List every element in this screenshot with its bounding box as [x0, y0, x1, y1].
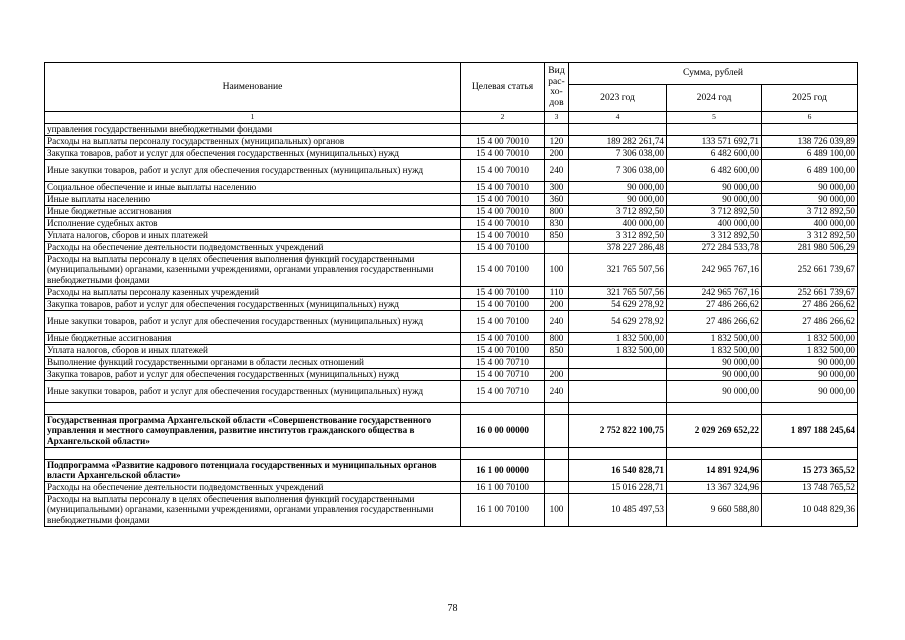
row-name: Расходы на выплаты персоналу казенных учреждений — [45, 286, 461, 298]
row-expense-type: 120 — [545, 135, 569, 147]
row-sum-2023: 54 629 278,92 — [569, 310, 667, 332]
table-row — [45, 481, 858, 493]
row-target-article: 15 4 00 70010 — [461, 205, 545, 217]
header-year-2024: 2024 год — [667, 85, 762, 112]
row-target-article: 15 4 00 70710 — [461, 380, 545, 402]
row-sum-2023: 7 306 038,00 — [569, 159, 667, 181]
row-sum-2025: 13 748 765,52 — [762, 481, 858, 493]
row-expense-type: 110 — [545, 286, 569, 298]
row-sum-2023: 90 000,00 — [569, 181, 667, 193]
row-expense-type: 850 — [545, 344, 569, 356]
spacer-row — [45, 447, 858, 459]
subprogram-row — [45, 459, 858, 481]
row-target-article: 15 4 00 70100 — [461, 344, 545, 356]
row-expense-type: 240 — [545, 380, 569, 402]
row-expense-type: 800 — [545, 332, 569, 344]
header-name: Наименование — [45, 63, 461, 112]
row-sum-2024: 9 660 588,80 — [667, 493, 762, 526]
row-sum-2025 — [762, 123, 858, 135]
table-row — [45, 123, 858, 135]
row-sum-2025: 90 000,00 — [762, 356, 858, 368]
row-sum-2025: 1 832 500,00 — [762, 344, 858, 356]
row-name: Подпрограмма «Развитие кадрового потенциала государственных и муниципальных органов власти Архангельской области» — [45, 459, 461, 481]
row-target-article: 16 1 00 70100 — [461, 493, 545, 526]
row-target-article: 15 4 00 70710 — [461, 368, 545, 380]
row-sum-2025: 6 489 100,00 — [762, 159, 858, 181]
table-row — [45, 241, 858, 253]
row-sum-2025: 3 712 892,50 — [762, 205, 858, 217]
page-number: 78 — [447, 603, 458, 614]
row-expense-type: 300 — [545, 181, 569, 193]
budget-table — [44, 62, 858, 527]
row-sum-2024: 1 832 500,00 — [667, 332, 762, 344]
table-row — [45, 368, 858, 380]
header-year-2025: 2025 год — [762, 85, 858, 112]
row-sum-2023 — [569, 356, 667, 368]
row-sum-2023: 2 752 822 100,75 — [569, 414, 667, 447]
row-name: Исполнение судебных актов — [45, 217, 461, 229]
row-target-article: 16 1 00 00000 — [461, 459, 545, 481]
row-expense-type: 100 — [545, 253, 569, 286]
table-row — [45, 344, 858, 356]
table-row — [45, 310, 858, 332]
table-row — [45, 205, 858, 217]
row-name: Расходы на обеспечение деятельности подведомственных учреждений — [45, 241, 461, 253]
row-name: управления государственными внебюджетными фондами — [45, 123, 461, 135]
row-sum-2023: 400 000,00 — [569, 217, 667, 229]
row-target-article: 15 4 00 70010 — [461, 229, 545, 241]
column-number: 3 — [545, 112, 569, 124]
row-sum-2023: 15 016 228,71 — [569, 481, 667, 493]
row-expense-type: 200 — [545, 368, 569, 380]
row-expense-type: 200 — [545, 147, 569, 159]
row-expense-type: 240 — [545, 310, 569, 332]
row-sum-2025: 90 000,00 — [762, 380, 858, 402]
row-name: Расходы на выплаты персоналу государственных (муниципальных) органов — [45, 135, 461, 147]
row-sum-2023: 16 540 828,71 — [569, 459, 667, 481]
row-sum-2024: 272 284 533,78 — [667, 241, 762, 253]
table-row — [45, 135, 858, 147]
row-target-article: 15 4 00 70100 — [461, 332, 545, 344]
row-name: Расходы на выплаты персоналу в целях обеспечения выполнения функций государственными (муниципальными) органами, казенными учреждениями, органами управления государственными внебюджетными фондами — [45, 493, 461, 526]
table-row — [45, 147, 858, 159]
row-target-article: 15 4 00 70100 — [461, 241, 545, 253]
row-sum-2024: 13 367 324,96 — [667, 481, 762, 493]
column-number-row — [45, 112, 858, 124]
row-sum-2024: 133 571 692,71 — [667, 135, 762, 147]
row-expense-type — [545, 459, 569, 481]
row-sum-2024: 90 000,00 — [667, 193, 762, 205]
column-number: 2 — [461, 112, 545, 124]
row-sum-2024: 242 965 767,16 — [667, 253, 762, 286]
table-row — [45, 356, 858, 368]
row-sum-2024 — [667, 123, 762, 135]
row-name: Закупка товаров, работ и услуг для обеспечения государственных (муниципальных) нужд — [45, 147, 461, 159]
row-sum-2023 — [569, 123, 667, 135]
column-number: 4 — [569, 112, 667, 124]
row-sum-2024: 6 482 600,00 — [667, 159, 762, 181]
row-sum-2025: 10 048 829,36 — [762, 493, 858, 526]
row-sum-2025: 90 000,00 — [762, 368, 858, 380]
spacer-row — [45, 402, 858, 414]
row-target-article: 15 4 00 70100 — [461, 253, 545, 286]
row-sum-2023: 7 306 038,00 — [569, 147, 667, 159]
row-name: Иные бюджетные ассигнования — [45, 205, 461, 217]
row-sum-2025: 1 897 188 245,64 — [762, 414, 858, 447]
row-target-article: 16 0 00 00000 — [461, 414, 545, 447]
row-name: Расходы на выплаты персоналу в целях обеспечения выполнения функций государственными (муниципальными) органами, казенными учреждениями, органами управления государственными внебюджетными фондами — [45, 253, 461, 286]
row-name: Уплата налогов, сборов и иных платежей — [45, 229, 461, 241]
row-expense-type — [545, 356, 569, 368]
row-name: Иные закупки товаров, работ и услуг для обеспечения государственных (муниципальных) нужд — [45, 310, 461, 332]
row-expense-type: 200 — [545, 298, 569, 310]
row-sum-2024: 3 712 892,50 — [667, 205, 762, 217]
column-number: 6 — [762, 112, 858, 124]
row-target-article: 15 4 00 70010 — [461, 181, 545, 193]
row-sum-2025: 1 832 500,00 — [762, 332, 858, 344]
row-sum-2025: 90 000,00 — [762, 181, 858, 193]
row-name: Закупка товаров, работ и услуг для обеспечения государственных (муниципальных) нужд — [45, 298, 461, 310]
row-sum-2025: 252 661 739,67 — [762, 286, 858, 298]
table-row — [45, 159, 858, 181]
row-target-article: 15 4 00 70010 — [461, 193, 545, 205]
row-expense-type: 830 — [545, 217, 569, 229]
row-expense-type — [545, 481, 569, 493]
row-name: Социальное обеспечение и иные выплаты населению — [45, 181, 461, 193]
row-sum-2023: 321 765 507,56 — [569, 253, 667, 286]
row-sum-2023: 3 312 892,50 — [569, 229, 667, 241]
row-expense-type: 800 — [545, 205, 569, 217]
row-sum-2024: 14 891 924,96 — [667, 459, 762, 481]
row-sum-2024: 27 486 266,62 — [667, 310, 762, 332]
row-sum-2025: 27 486 266,62 — [762, 310, 858, 332]
row-expense-type: 100 — [545, 493, 569, 526]
row-target-article: 15 4 00 70010 — [461, 135, 545, 147]
row-sum-2023 — [569, 368, 667, 380]
column-number: 1 — [45, 112, 461, 124]
row-sum-2024: 90 000,00 — [667, 368, 762, 380]
row-sum-2023 — [569, 380, 667, 402]
row-name: Иные бюджетные ассигнования — [45, 332, 461, 344]
row-sum-2023: 321 765 507,56 — [569, 286, 667, 298]
header-sum: Сумма, рублей — [569, 63, 858, 85]
row-sum-2025: 15 273 365,52 — [762, 459, 858, 481]
row-sum-2023: 3 712 892,50 — [569, 205, 667, 217]
row-expense-type — [545, 241, 569, 253]
row-sum-2024: 242 965 767,16 — [667, 286, 762, 298]
row-sum-2024: 90 000,00 — [667, 380, 762, 402]
row-sum-2024: 27 486 266,62 — [667, 298, 762, 310]
table-row — [45, 380, 858, 402]
column-number: 5 — [667, 112, 762, 124]
row-sum-2023: 378 227 286,48 — [569, 241, 667, 253]
table-row — [45, 298, 858, 310]
row-name: Выполнение функций государственными органами в области лесных отношений — [45, 356, 461, 368]
row-target-article — [461, 123, 545, 135]
row-sum-2024: 3 312 892,50 — [667, 229, 762, 241]
row-sum-2025: 6 489 100,00 — [762, 147, 858, 159]
table-row — [45, 181, 858, 193]
table-row — [45, 253, 858, 286]
row-expense-type — [545, 414, 569, 447]
table-row — [45, 229, 858, 241]
row-sum-2025: 252 661 739,67 — [762, 253, 858, 286]
row-sum-2024: 90 000,00 — [667, 181, 762, 193]
row-target-article: 16 1 00 70100 — [461, 481, 545, 493]
header-target-article: Целевая статья — [461, 63, 545, 112]
row-name: Государственная программа Архангельской области «Совершенствование государственного управления и местного самоуправления, развитие институтов гражданского общества в Архангельской области» — [45, 414, 461, 447]
row-sum-2023: 1 832 500,00 — [569, 332, 667, 344]
row-sum-2023: 54 629 278,92 — [569, 298, 667, 310]
program-row — [45, 414, 858, 447]
row-sum-2025: 281 980 506,29 — [762, 241, 858, 253]
header-year-2023: 2023 год — [569, 85, 667, 112]
row-expense-type: 360 — [545, 193, 569, 205]
row-sum-2023: 90 000,00 — [569, 193, 667, 205]
row-target-article: 15 4 00 70710 — [461, 356, 545, 368]
row-target-article: 15 4 00 70100 — [461, 286, 545, 298]
table-row — [45, 193, 858, 205]
table-row — [45, 332, 858, 344]
row-sum-2025: 400 000,00 — [762, 217, 858, 229]
row-name: Иные выплаты населению — [45, 193, 461, 205]
table-row — [45, 286, 858, 298]
row-expense-type: 240 — [545, 159, 569, 181]
row-target-article: 15 4 00 70010 — [461, 147, 545, 159]
row-sum-2024: 400 000,00 — [667, 217, 762, 229]
row-target-article: 15 4 00 70100 — [461, 298, 545, 310]
table-row — [45, 217, 858, 229]
table-row — [45, 493, 858, 526]
row-name: Иные закупки товаров, работ и услуг для обеспечения государственных (муниципальных) нужд — [45, 159, 461, 181]
row-sum-2025: 90 000,00 — [762, 193, 858, 205]
header-expense-type: Вид рас-хо-дов — [545, 63, 569, 112]
row-expense-type: 850 — [545, 229, 569, 241]
row-target-article: 15 4 00 70010 — [461, 159, 545, 181]
row-sum-2023: 189 282 261,74 — [569, 135, 667, 147]
row-sum-2024: 90 000,00 — [667, 356, 762, 368]
row-sum-2023: 10 485 497,53 — [569, 493, 667, 526]
row-name: Иные закупки товаров, работ и услуг для обеспечения государственных (муниципальных) нужд — [45, 380, 461, 402]
row-expense-type — [545, 123, 569, 135]
row-sum-2024: 1 832 500,00 — [667, 344, 762, 356]
row-name: Уплата налогов, сборов и иных платежей — [45, 344, 461, 356]
row-sum-2024: 6 482 600,00 — [667, 147, 762, 159]
row-sum-2023: 1 832 500,00 — [569, 344, 667, 356]
row-target-article: 15 4 00 70010 — [461, 217, 545, 229]
row-name: Расходы на обеспечение деятельности подведомственных учреждений — [45, 481, 461, 493]
row-sum-2025: 27 486 266,62 — [762, 298, 858, 310]
row-name: Закупка товаров, работ и услуг для обеспечения государственных (муниципальных) нужд — [45, 368, 461, 380]
row-sum-2025: 138 726 039,89 — [762, 135, 858, 147]
row-sum-2025: 3 312 892,50 — [762, 229, 858, 241]
row-sum-2024: 2 029 269 652,22 — [667, 414, 762, 447]
row-target-article: 15 4 00 70100 — [461, 310, 545, 332]
